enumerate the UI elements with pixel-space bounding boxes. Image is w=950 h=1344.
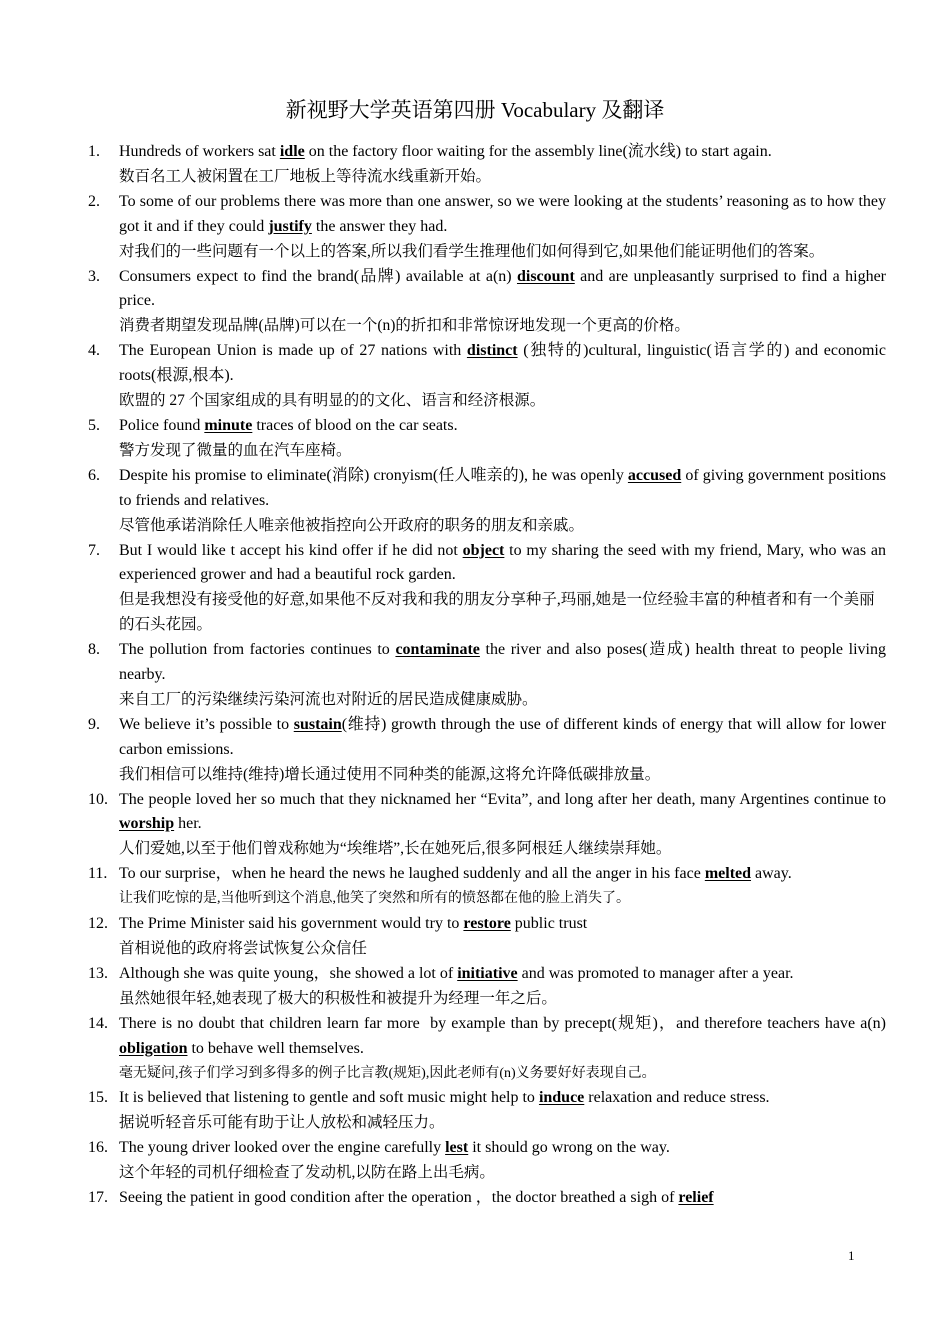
item-number: 10. — [88, 790, 108, 808]
keyword: idle — [279, 143, 305, 160]
english-sentence: Although she was quite young，she showed a lot of initiative and was promoted to manager after a year. — [119, 964, 794, 982]
item-number: 6. — [88, 466, 100, 484]
chinese-translation: 数百名工人被闲置在工厂地板上等待流水线重新开始。 — [119, 167, 492, 185]
vocab-item — [0, 713, 950, 788]
chinese-translation: 警方发现了微量的血在汽车座椅。 — [119, 441, 352, 459]
keyword: object — [462, 541, 505, 559]
english-sentence: The young driver looked over the engine carefully lest it should go wrong on the way. — [119, 1139, 670, 1157]
english-sentence: But I would like t accept his kind offer if he did not object to my sharing the seed with my friend, Mary, who was an experienced grower and had a beautiful rock garden. — [119, 541, 886, 584]
keyword: contaminate — [395, 641, 480, 659]
keyword: minute — [204, 416, 253, 434]
item-number: 12. — [88, 915, 108, 933]
vocab-item — [0, 190, 950, 265]
vocab-item — [0, 912, 950, 962]
vocab-item — [0, 464, 950, 539]
chinese-translation: 我们相信可以维持(维持)增长通过使用不同种类的能源,这将允许降低碳排放量。 — [119, 765, 661, 783]
item-number: 9. — [88, 715, 100, 733]
item-number: 15. — [88, 1089, 108, 1107]
chinese-translation: 毫无疑问,孩子们学习到多得多的例子比言教(规矩),因此老师有(n)义务要好好表现自己。 — [119, 1065, 656, 1081]
item-number: 3. — [88, 267, 100, 285]
chinese-translation: 虽然她很年轻,她表现了极大的积极性和被提升为经理一年之后。 — [119, 989, 557, 1007]
chinese-translation: 尽管他承诺消除任人唯亲他被指控向公开政府的职务的朋友和亲戚。 — [119, 516, 585, 534]
vocab-item — [0, 539, 950, 639]
vocab-item — [0, 862, 950, 912]
chinese-translation: 消费者期望发现品牌(品牌)可以在一个(n)的折扣和非常惊讶地发现一个更高的价格。 — [119, 317, 690, 335]
chinese-translation: 来自工厂的污染继续污染河流也对附近的居民造成健康威胁。 — [119, 690, 538, 708]
english-sentence: The people loved her so much that they nicknamed her “Evita”, and long after her death, many Argentines continue to worship her. — [119, 790, 886, 833]
item-number: 8. — [88, 641, 100, 659]
item-number: 5. — [88, 416, 100, 434]
item-number: 16. — [88, 1139, 108, 1157]
item-number: 2. — [88, 192, 100, 210]
page-number: 1 — [848, 1248, 855, 1263]
keyword: worship — [119, 815, 175, 833]
keyword: melted — [704, 865, 752, 883]
english-sentence: It is believed that listening to gentle and soft music might help to induce relaxation and reduce stress. — [119, 1089, 770, 1107]
chinese-translation: 首相说他的政府将尝试恢复公众信任 — [119, 940, 368, 957]
keyword: restore — [463, 915, 511, 933]
english-sentence: Police found minute traces of blood on the car seats. — [119, 416, 458, 434]
keyword: justify — [268, 217, 312, 235]
vocab-item — [0, 414, 950, 464]
english-sentence: We believe it’s possible to sustain(维持) growth through the use of different kinds of energy that will allow for lower carbon emissions. — [119, 715, 886, 758]
chinese-translation: 欧盟的 27 个国家组成的具有明显的的文化、语言和经济根源。 — [119, 392, 546, 410]
item-number: 1. — [88, 143, 100, 160]
vocab-item — [0, 1012, 950, 1087]
vocab-item — [0, 140, 950, 190]
keyword: obligation — [119, 1039, 188, 1057]
chinese-translation: 这个年轻的司机仔细检查了发动机,以防在路上出毛病。 — [119, 1164, 495, 1182]
vocab-item — [0, 1086, 950, 1136]
item-number: 11. — [88, 865, 108, 883]
english-sentence: There is no doubt that children learn far more by example than by precept(规矩)，and therefore teachers have a(n) obligation to behave well themselves. — [119, 1014, 902, 1057]
chinese-translation: 让我们吃惊的是,当他听到这个消息,他笑了突然和所有的愤怒都在他的脸上消失了。 — [119, 891, 630, 907]
keyword: induce — [538, 1089, 585, 1107]
vocab-item — [0, 339, 950, 414]
keyword: accused — [627, 466, 682, 484]
vocab-item — [0, 788, 950, 863]
english-sentence: Hundreds of workers sat idle on the factory floor waiting for the assembly line(流水线) to start again. — [119, 143, 772, 160]
vocab-item — [0, 265, 950, 340]
item-number: 14. — [88, 1014, 108, 1032]
vocab-item — [0, 1186, 950, 1211]
keyword: lest — [445, 1139, 469, 1157]
english-sentence: To our surprise，when he heard the news he laughed suddenly and all the anger in his face melted away. — [119, 865, 792, 883]
item-number: 4. — [88, 342, 100, 360]
english-sentence: Despite his promise to eliminate(消除) cronyism(任人唯亲的), he was openly accused of giving government positions to friends and relatives. — [119, 466, 886, 509]
vocab-item — [0, 638, 950, 713]
vocab-item — [0, 962, 950, 1012]
keyword: distinct — [466, 342, 518, 360]
vocabulary-list — [0, 140, 950, 1211]
item-number: 7. — [88, 541, 100, 559]
chinese-translation: 对我们的一些问题有一个以上的答案,所以我们看学生推理他们如何得到它,如果他们能证明他们的答案。 — [119, 242, 825, 260]
vocab-item — [0, 1136, 950, 1186]
keyword: discount — [516, 267, 575, 285]
item-number: 13. — [88, 964, 108, 982]
english-sentence: Seeing the patient in good condition after the operation ，the doctor breathed a sigh of relief — [119, 1189, 714, 1207]
english-sentence: The pollution from factories continues to contaminate the river and also poses(造成) health threat to people living nearby. — [119, 641, 886, 684]
item-number: 17. — [88, 1189, 108, 1207]
english-sentence: Consumers expect to find the brand(品牌) available at a(n) discount and are unpleasantly surprised to find a higher price. — [119, 267, 886, 310]
keyword: sustain — [293, 715, 342, 733]
chinese-translation: 据说听轻音乐可能有助于让人放松和减轻压力。 — [119, 1114, 445, 1132]
keyword: relief — [678, 1189, 714, 1207]
chinese-translation: 但是我想没有接受他的好意,如果他不反对我和我的朋友分享种子,玛丽,她是一位经验丰富的种植者和有一个美丽的石头花园。 — [119, 591, 875, 634]
english-sentence: To some of our problems there was more than one answer, so we were looking at the students’ reasoning as to how they got it and if they could justify the answer they had. — [119, 192, 886, 235]
document-title: 新视野大学英语第四册 Vocabulary 及翻译 — [285, 98, 665, 122]
keyword: initiative — [457, 964, 518, 982]
chinese-translation: 人们爱她,以至于他们曾戏称她为“埃维塔”,长在她死后,很多阿根廷人继续崇拜她。 — [119, 840, 672, 858]
english-sentence: The European Union is made up of 27 nations with distinct (独特的)cultural, linguistic(语言学的) and economic roots(根源,根本). — [119, 342, 886, 385]
english-sentence: The Prime Minister said his government would try to restore public trust — [119, 915, 588, 933]
